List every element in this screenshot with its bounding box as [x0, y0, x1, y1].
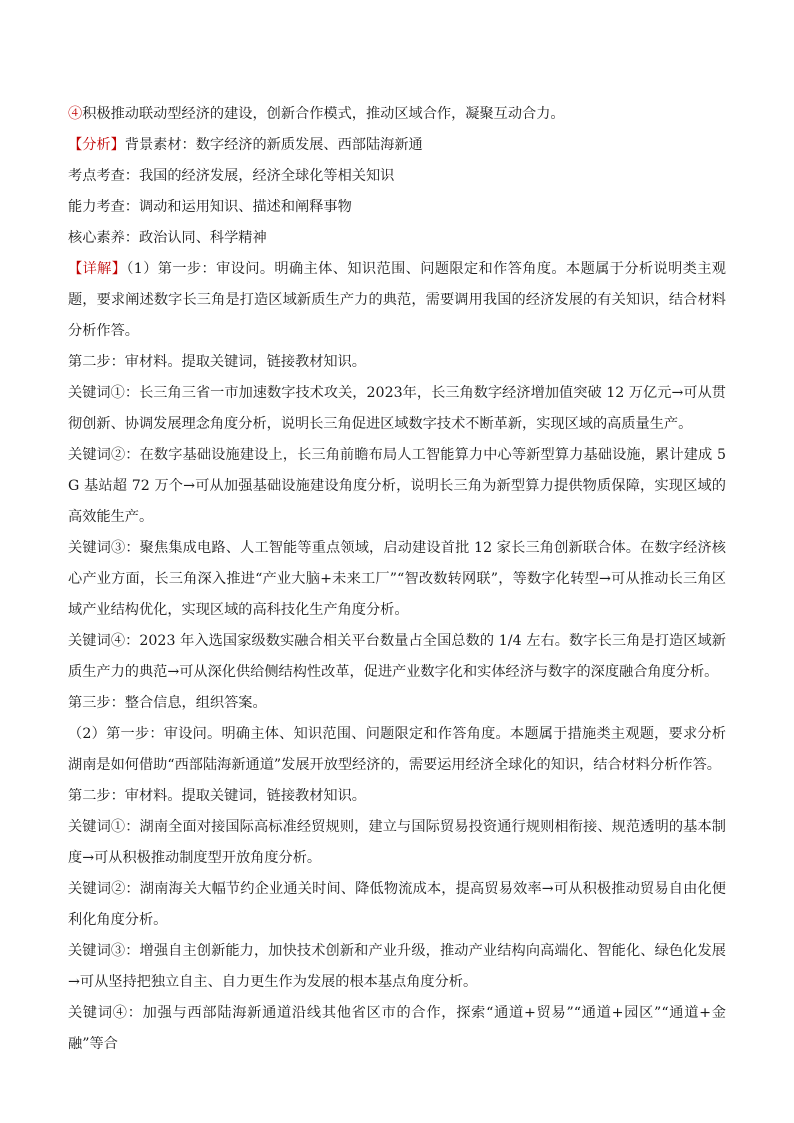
keyword-paragraph — [68, 440, 726, 533]
keyword-paragraph — [68, 626, 726, 688]
document-body — [68, 99, 726, 1060]
keyword-paragraph — [68, 998, 726, 1060]
paragraph-text: （2）第一步：审设问。明确主体、知识范围、问题限定和作答角度。本题属于措施类主观题，要求分析湖南是如何借助“西部陆海新通道”发展开放型经济的，需要运用经济全球化的知识，结合材料分析作答。 — [68, 726, 726, 773]
paragraph-text: 关键词④：加强与西部陆海新通道沿线其他省区市的合作，探索“通道+贸易”“通道+园区”“通道+金融”等合 — [68, 1005, 726, 1052]
detail-paragraph-1 — [68, 254, 726, 347]
paragraph-text: 关键词②：湖南海关大幅节约企业通关时间、降低物流成本，提高贸易效率→可从积极推动贸易自由化便利化角度分析。 — [68, 881, 726, 928]
paragraph-text: 关键词④：2023 年入选国家级数实融合相关平台数量占全国总数的 1/4 左右。数字长三角是打造区域新质生产力的典范→可从深化供给侧结构性改革，促进产业数字化和实体经济与数字的深度融合角度分析。 — [68, 633, 726, 680]
paragraph-text: 关键词②：在数字基础设施建设上，长三角前瞻布局人工智能算力中心等新型算力基础设施，累计建成 5G 基站超 72 万个→可从加强基础设施建设角度分析，说明长三角为新型算力提供物质保障，实现区域的高效能生产。 — [68, 447, 726, 525]
paragraph-text: 第二步：审材料。提取关键词，链接教材知识。 — [68, 354, 366, 370]
keyword-paragraph — [68, 533, 726, 626]
paragraph-text: 能力考查：调动和运用知识、描述和阐释事物 — [68, 199, 352, 215]
paragraph-text: 关键词③：聚焦集成电路、人工智能等重点领域，启动建设首批 12 家长三角创新联合体。在数字经济核心产业方面，长三角深入推进“产业大脑+未来工厂”“智改数转网联”，等数字化转型→可从推动长三角区域产业结构优化，实现区域的高科技化生产角度分析。 — [68, 540, 726, 618]
core-literacy-line — [68, 223, 726, 254]
paragraph-text: 第三步：整合信息，组织答案。 — [68, 695, 267, 711]
paragraph-text: 背景素材：数字经济的新质发展、西部陆海新通 — [124, 137, 423, 153]
paragraph-text: （1）第一步：审设问。明确主体、知识范围、问题限定和作答角度。本题属于分析说明类主观题，要求阐述数字长三角是打造区域新质生产力的典范，需要调用我国的经济发展的有关知识，结合材料分析作答。 — [68, 261, 726, 339]
keyword-paragraph — [68, 378, 726, 440]
paragraph-text: 关键词③：增强自主创新能力，加快技术创新和产业升级，推动产业结构向高端化、智能化、绿色化发展→可从坚持把独立自主、自力更生作为发展的根本基点角度分析。 — [68, 943, 726, 990]
paragraph-text: 第二步：审材料。提取关键词，链接教材知识。 — [68, 788, 366, 804]
paragraph-text: 积极推动联动型经济的建设，创新合作模式，推动区域合作，凝聚互动合力。 — [82, 106, 565, 122]
step-three-line — [68, 688, 726, 719]
list-item-4 — [68, 99, 726, 130]
circled-number-4: ④ — [68, 106, 83, 122]
exam-point-line — [68, 161, 726, 192]
paragraph-text: 核心素养：政治认同、科学精神 — [68, 230, 267, 246]
paragraph-text: 考点考查：我国的经济发展，经济全球化等相关知识 — [68, 168, 395, 184]
step-two-line — [68, 781, 726, 812]
paragraph-text: 关键词①：长三角三省一市加速数字技术攻关，2023年，长三角数字经济增加值突破 12 万亿元→可从贯彻创新、协调发展理念角度分析，说明长三角促进区域数字技术不断革新，实现区域的高质量生产。 — [68, 385, 726, 432]
detail-label: 【详解】 — [68, 261, 127, 277]
detail-paragraph-2 — [68, 719, 726, 781]
ability-line — [68, 192, 726, 223]
analysis-label: 【分析】 — [68, 137, 125, 153]
step-two-line — [68, 347, 726, 378]
paragraph-text: 关键词①：湖南全面对接国际高标准经贸规则，建立与国际贸易投资通行规则相衔接、规范透明的基本制度→可从积极推动制度型开放角度分析。 — [68, 819, 726, 866]
keyword-paragraph — [68, 874, 726, 936]
analysis-heading-line — [68, 130, 726, 161]
keyword-paragraph — [68, 812, 726, 874]
keyword-paragraph — [68, 936, 726, 998]
